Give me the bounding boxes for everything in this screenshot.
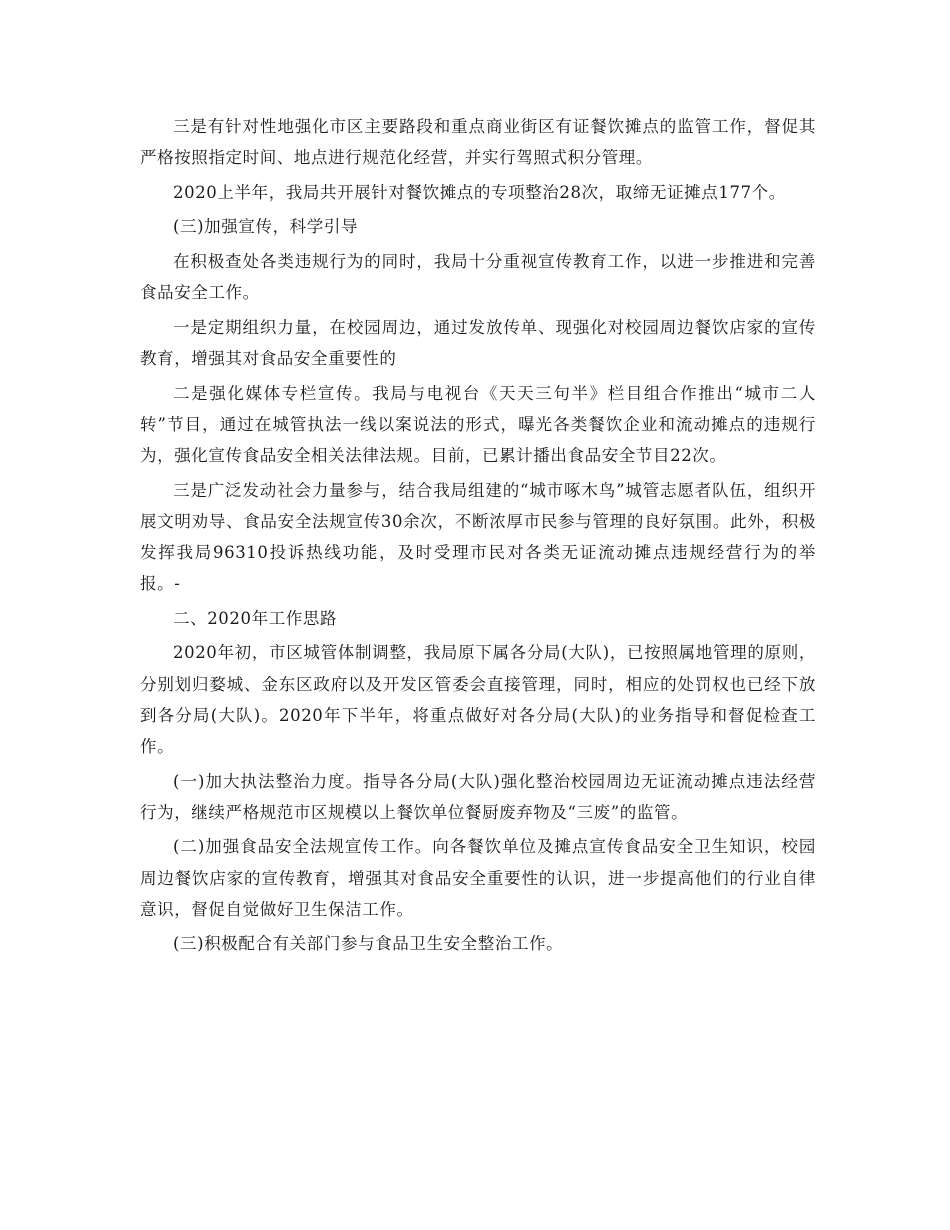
paragraph-law-publicity: (二)加强食品安全法规宣传工作。向各餐饮单位及摊点宣传食品安全卫生知识，校园周边餐饮店家的宣传教育，增强其对食品安全重要性的认识，进一步提高他们的行业自律意识，督促自觉做好卫生保洁工作。 xyxy=(140,837,816,919)
paragraph-rectification-stats: 2020上半年，我局共开展针对餐饮摊点的专项整治28次，取缔无证摊点177个。 xyxy=(173,182,786,202)
document-body xyxy=(140,111,816,963)
paragraph-enforcement: (一)加大执法整治力度。指导各分局(大队)强化整治校园周边无证流动摊点违法经营行为，继续严格规范市区规模以上餐饮单位餐厨废弃物及“三废”的监管。 xyxy=(140,771,816,822)
section-heading-publicity: (三)加强宣传，科学引导 xyxy=(173,217,359,237)
paragraph-social-participation: 三是广泛发动社会力量参与，结合我局组建的“城市啄木鸟”城管志愿者队伍，组织开展文明劝导、食品安全法规宣传30余次，不断浓厚市民参与管理的良好氛围。此外，积极发挥我局96310投诉热线功能，及时受理市民对各类无证流动摊点违规经营行为的举报。- xyxy=(140,480,816,594)
paragraph-media-column: 二是强化媒体专栏宣传。我局与电视台《天天三句半》栏目组合作推出“城市二人转”节目，通过在城管执法一线以案说法的形式，曝光各类餐饮企业和流动摊点的违规行为，强化宣传食品安全相关法律法规。目前，已累计播出食品安全节目22次。 xyxy=(140,383,816,465)
paragraph-cooperation: (三)积极配合有关部门参与食品卫生安全整治工作。 xyxy=(173,934,564,954)
paragraph-system-adjustment: 2020年初，市区城管体制调整，我局原下属各分局(大队)，已按照属地管理的原则，分别划归婺城、金东区政府以及开发区管委会直接管理，同时，相应的处罚权也已经下放到各分局(大队)。2020年下半年，将重点做好对各分局(大队)的业务指导和督促检查工作。 xyxy=(140,643,816,756)
section-heading-2020-plan: 二、2020年工作思路 xyxy=(173,608,338,628)
paragraph-campus-outreach: 一是定期组织力量，在校园周边，通过发放传单、现强化对校园周边餐饮店家的宣传教育，增强其对食品安全重要性的 xyxy=(140,317,816,368)
paragraph-publicity-intro: 在积极查处各类违规行为的同时，我局十分重视宣传教育工作，以进一步推进和完善食品安全工作。 xyxy=(140,251,816,303)
paragraph-supervision-licensed-stalls: 三是有针对性地强化市区主要路段和重点商业街区有证餐饮摊点的监管工作，督促其严格按照指定时间、地点进行规范化经营，并实行驾照式积分管理。 xyxy=(140,117,816,168)
